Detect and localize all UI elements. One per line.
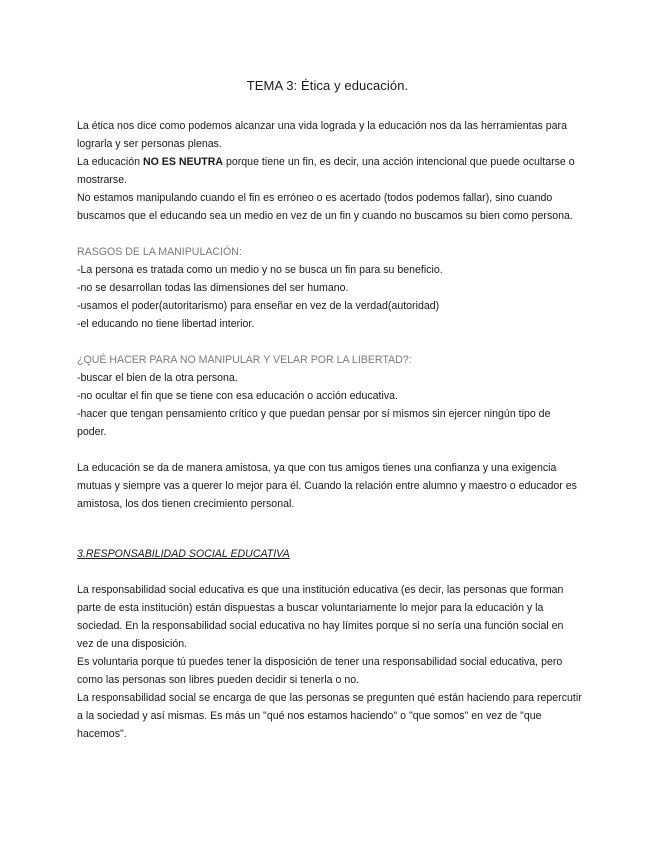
section-3-paragraph-3: La responsabilidad social se encarga de que las personas se pregunten qué están haciendo para repercutir a la sociedad y así mismas. Es más un "qué nos estamos haciendo" o "que somos" en vez de "que hacemos". [77,692,582,740]
freedom-item: -buscar el bien de la otra persona. [77,372,238,384]
intro-paragraph-3: No estamos manipulando cuando el fin es erróneo o es acertado (todos podemos fallar), sino cuando buscamos que el educando sea un medio en vez de un fin y cuando no buscamos su bien como persona. [77,192,573,222]
section-3-title: 3.RESPONSABILIDAD SOCIAL EDUCATIVA [77,548,290,560]
section-3-paragraph-1: La responsabilidad social educativa es que una institución educativa (es decir, las personas que forman parte de esta institución) están dispuestas a buscar voluntariamente lo mejor para la educación y la sociedad. En la responsabilidad social educativa no hay límites porque si no sería una función social en vez de una disposición. [77,584,564,650]
freedom-heading: ¿QUÉ HACER PARA NO MANIPULAR Y VELAR POR LA LIBERTAD?: [77,354,412,366]
manipulation-item: -usamos el poder(autoritarismo) para enseñar en vez de la verdad(autoridad) [77,300,440,312]
intro-p2-after: porque tiene un fin, es decir, una acción intencional que puede ocultarse o mostrarse. [77,156,575,186]
document-title: TEMA 3: Ética y educación. [246,78,409,93]
intro-paragraph-2 [77,153,582,189]
manipulation-item: -La persona es tratada como un medio y no se busca un fin para su beneficio. [77,264,443,276]
manipulation-heading: RASGOS DE LA MANIPULACIÓN: [77,246,242,258]
freedom-item: -hacer que tengan pensamiento crítico y que puedan pensar por sí mismos sin ejercer ningún tipo de poder. [77,408,551,438]
intro-paragraph-1: La ética nos dice como podemos alcanzar una vida lograda y la educación nos da las herramientas para lograrla y ser personas plenas. [77,120,567,150]
manipulation-item: -el educando no tiene libertad interior. [77,318,255,330]
intro-p2-bold: NO ES NEUTRA [142,156,224,168]
manipulation-item: -no se desarrollan todas las dimensiones del ser humano. [77,282,349,294]
freedom-item: -no ocultar el fin que se tiene con esa educación o acción educativa. [77,390,398,402]
friendship-paragraph: La educación se da de manera amistosa, ya que con tus amigos tienes una confianza y una exigencia mutuas y siempre vas a querer lo mejor para él. Cuando la relación entre alumno y maestro o educador es amistosa, los dos tienen crecimiento personal. [77,462,577,510]
document-body [77,117,582,743]
section-3-paragraph-2: Es voluntaria porque tú puedes tener la disposición de tener una responsabilidad social educativa, pero como las personas son libres pueden decidir si tenerla o no. [77,656,563,686]
intro-p2-before: La educación [77,156,143,168]
